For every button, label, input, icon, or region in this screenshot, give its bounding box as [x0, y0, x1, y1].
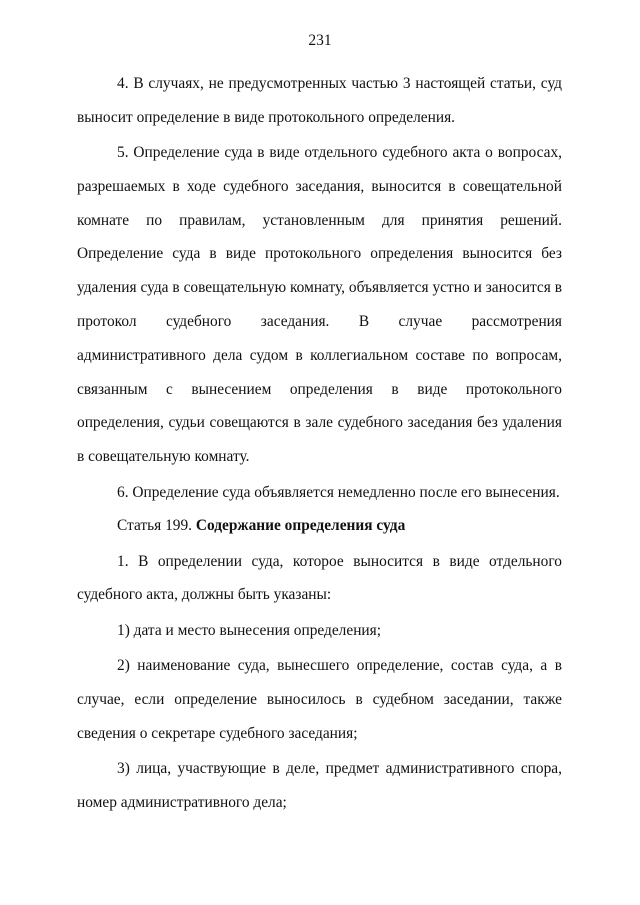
paragraph-4: 4. В случаях, не предусмотренных частью 3 настоящей статьи, суд выносит определение в виде протокольного определения.	[77, 75, 562, 126]
article-paragraph-1: 1. В определении суда, которое выносится в виде отдельного судебного акта, должны быть указаны:	[77, 552, 562, 604]
list-item-3: 3) лица, участвующие в деле, предмет административного спора, номер административного дела;	[77, 759, 562, 811]
document-body	[77, 67, 562, 820]
article-heading	[77, 509, 562, 543]
page-number: 231	[308, 32, 332, 49]
paragraph-6: 6. Определение суда объявляется немедленно после его вынесения.	[117, 483, 560, 501]
list-item-2: 2) наименование суда, вынесшего определение, состав суда, а в случае, если определение выносилось в судебном заседании, также сведения о секретаре судебного заседания;	[77, 657, 562, 742]
paragraph-5: 5. Определение суда в виде отдельного судебного акта о вопросах, разрешаемых в ходе судебного заседания, выносится в совещательной комнате по правилам, установленным для принятия решений. Определение суда в виде протокольного определения выносится без удаления суда в совещательную комнату, объявляется устно и заносится в протокол судебного заседания. В случае рассмотрения административного дела судом в коллегиальном составе по вопросам, связанным с вынесением определения в виде протокольного определения, судьи совещаются в зале судебного заседания без удаления в совещательную комнату.	[77, 144, 562, 466]
article-title: Содержание определения суда	[195, 517, 406, 535]
article-number: Статья 199.	[117, 517, 193, 535]
list-item-1: 1) дата и место вынесения определения;	[117, 621, 382, 639]
